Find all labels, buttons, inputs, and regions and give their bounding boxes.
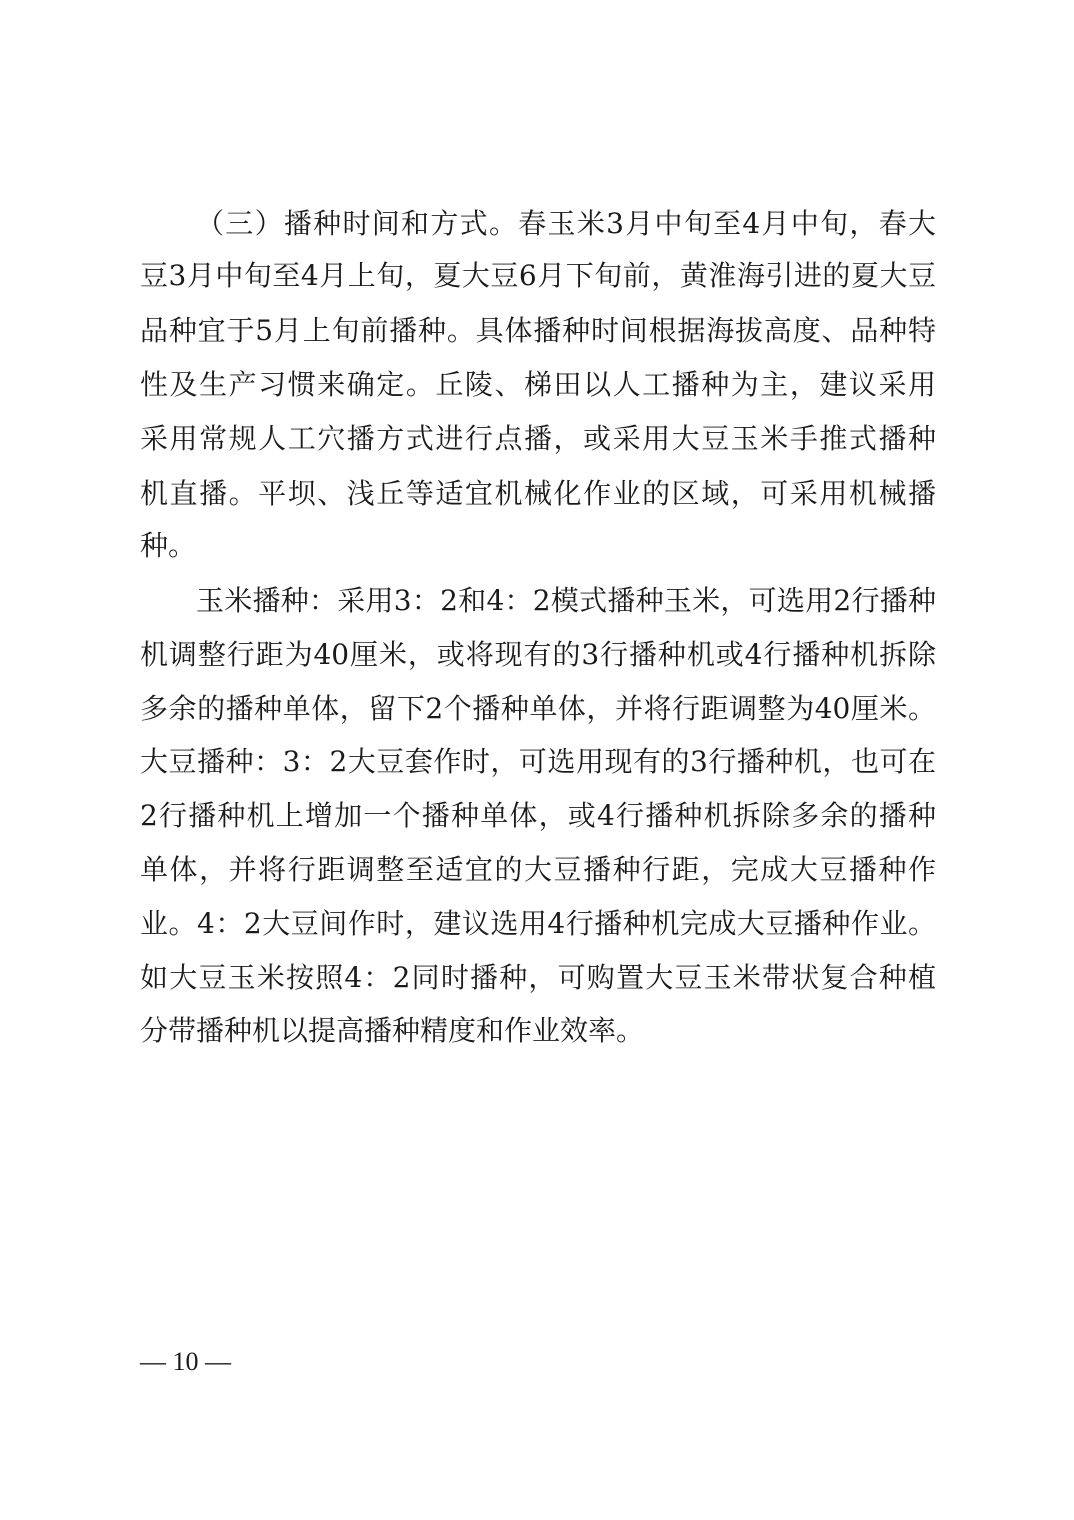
paragraph-2-line-6: 单体，并将行距调整至适宜的大豆播种行距，完成大豆播种作 bbox=[140, 853, 936, 886]
paragraph-2-line-7: 业。4：2大豆间作时，建议选用4行播种机完成大豆播种作业。 bbox=[140, 907, 936, 940]
paragraph-1-line-7: 种。 bbox=[140, 529, 197, 562]
paragraph-2-line-3: 多余的播种单体，留下2个播种单体，并将行距调整为40厘米。 bbox=[140, 692, 936, 725]
paragraph-2-line-5: 2行播种机上增加一个播种单体，或4行播种机拆除多余的播种 bbox=[140, 799, 936, 832]
paragraph-1-line-1: （三）播种时间和方式。春玉米3月中旬至4月中旬，春大 bbox=[196, 207, 936, 240]
paragraph-2-line-8: 如大豆玉米按照4：2同时播种，可购置大豆玉米带状复合种植 bbox=[140, 961, 936, 994]
paragraph-2-line-9: 分带播种机以提高播种精度和作业效率。 bbox=[140, 1014, 645, 1047]
paragraph-1-line-6: 机直播。平坝、浅丘等适宜机械化作业的区域，可采用机械播 bbox=[140, 477, 936, 510]
paragraph-2-line-4: 大豆播种：3：2大豆套作时，可选用现有的3行播种机，也可在 bbox=[140, 745, 936, 778]
paragraph-1-line-5: 采用常规人工穴播方式进行点播，或采用大豆玉米手推式播种 bbox=[140, 422, 936, 455]
paragraph-1-line-4: 性及生产习惯来确定。丘陵、梯田以人工播种为主，建议采用 bbox=[140, 368, 936, 401]
page-number: — 10 — bbox=[140, 1347, 231, 1376]
paragraph-1-line-2: 豆3月中旬至4月上旬，夏大豆6月下旬前，黄淮海引进的夏大豆 bbox=[140, 259, 936, 292]
paragraph-2-line-1: 玉米播种：采用3：2和4：2模式播种玉米，可选用2行播种 bbox=[196, 584, 936, 617]
paragraph-2-line-2: 机调整行距为40厘米，或将现有的3行播种机或4行播种机拆除 bbox=[140, 638, 936, 671]
paragraph-1-line-3: 品种宜于5月上旬前播种。具体播种时间根据海拔高度、品种特 bbox=[140, 314, 936, 347]
